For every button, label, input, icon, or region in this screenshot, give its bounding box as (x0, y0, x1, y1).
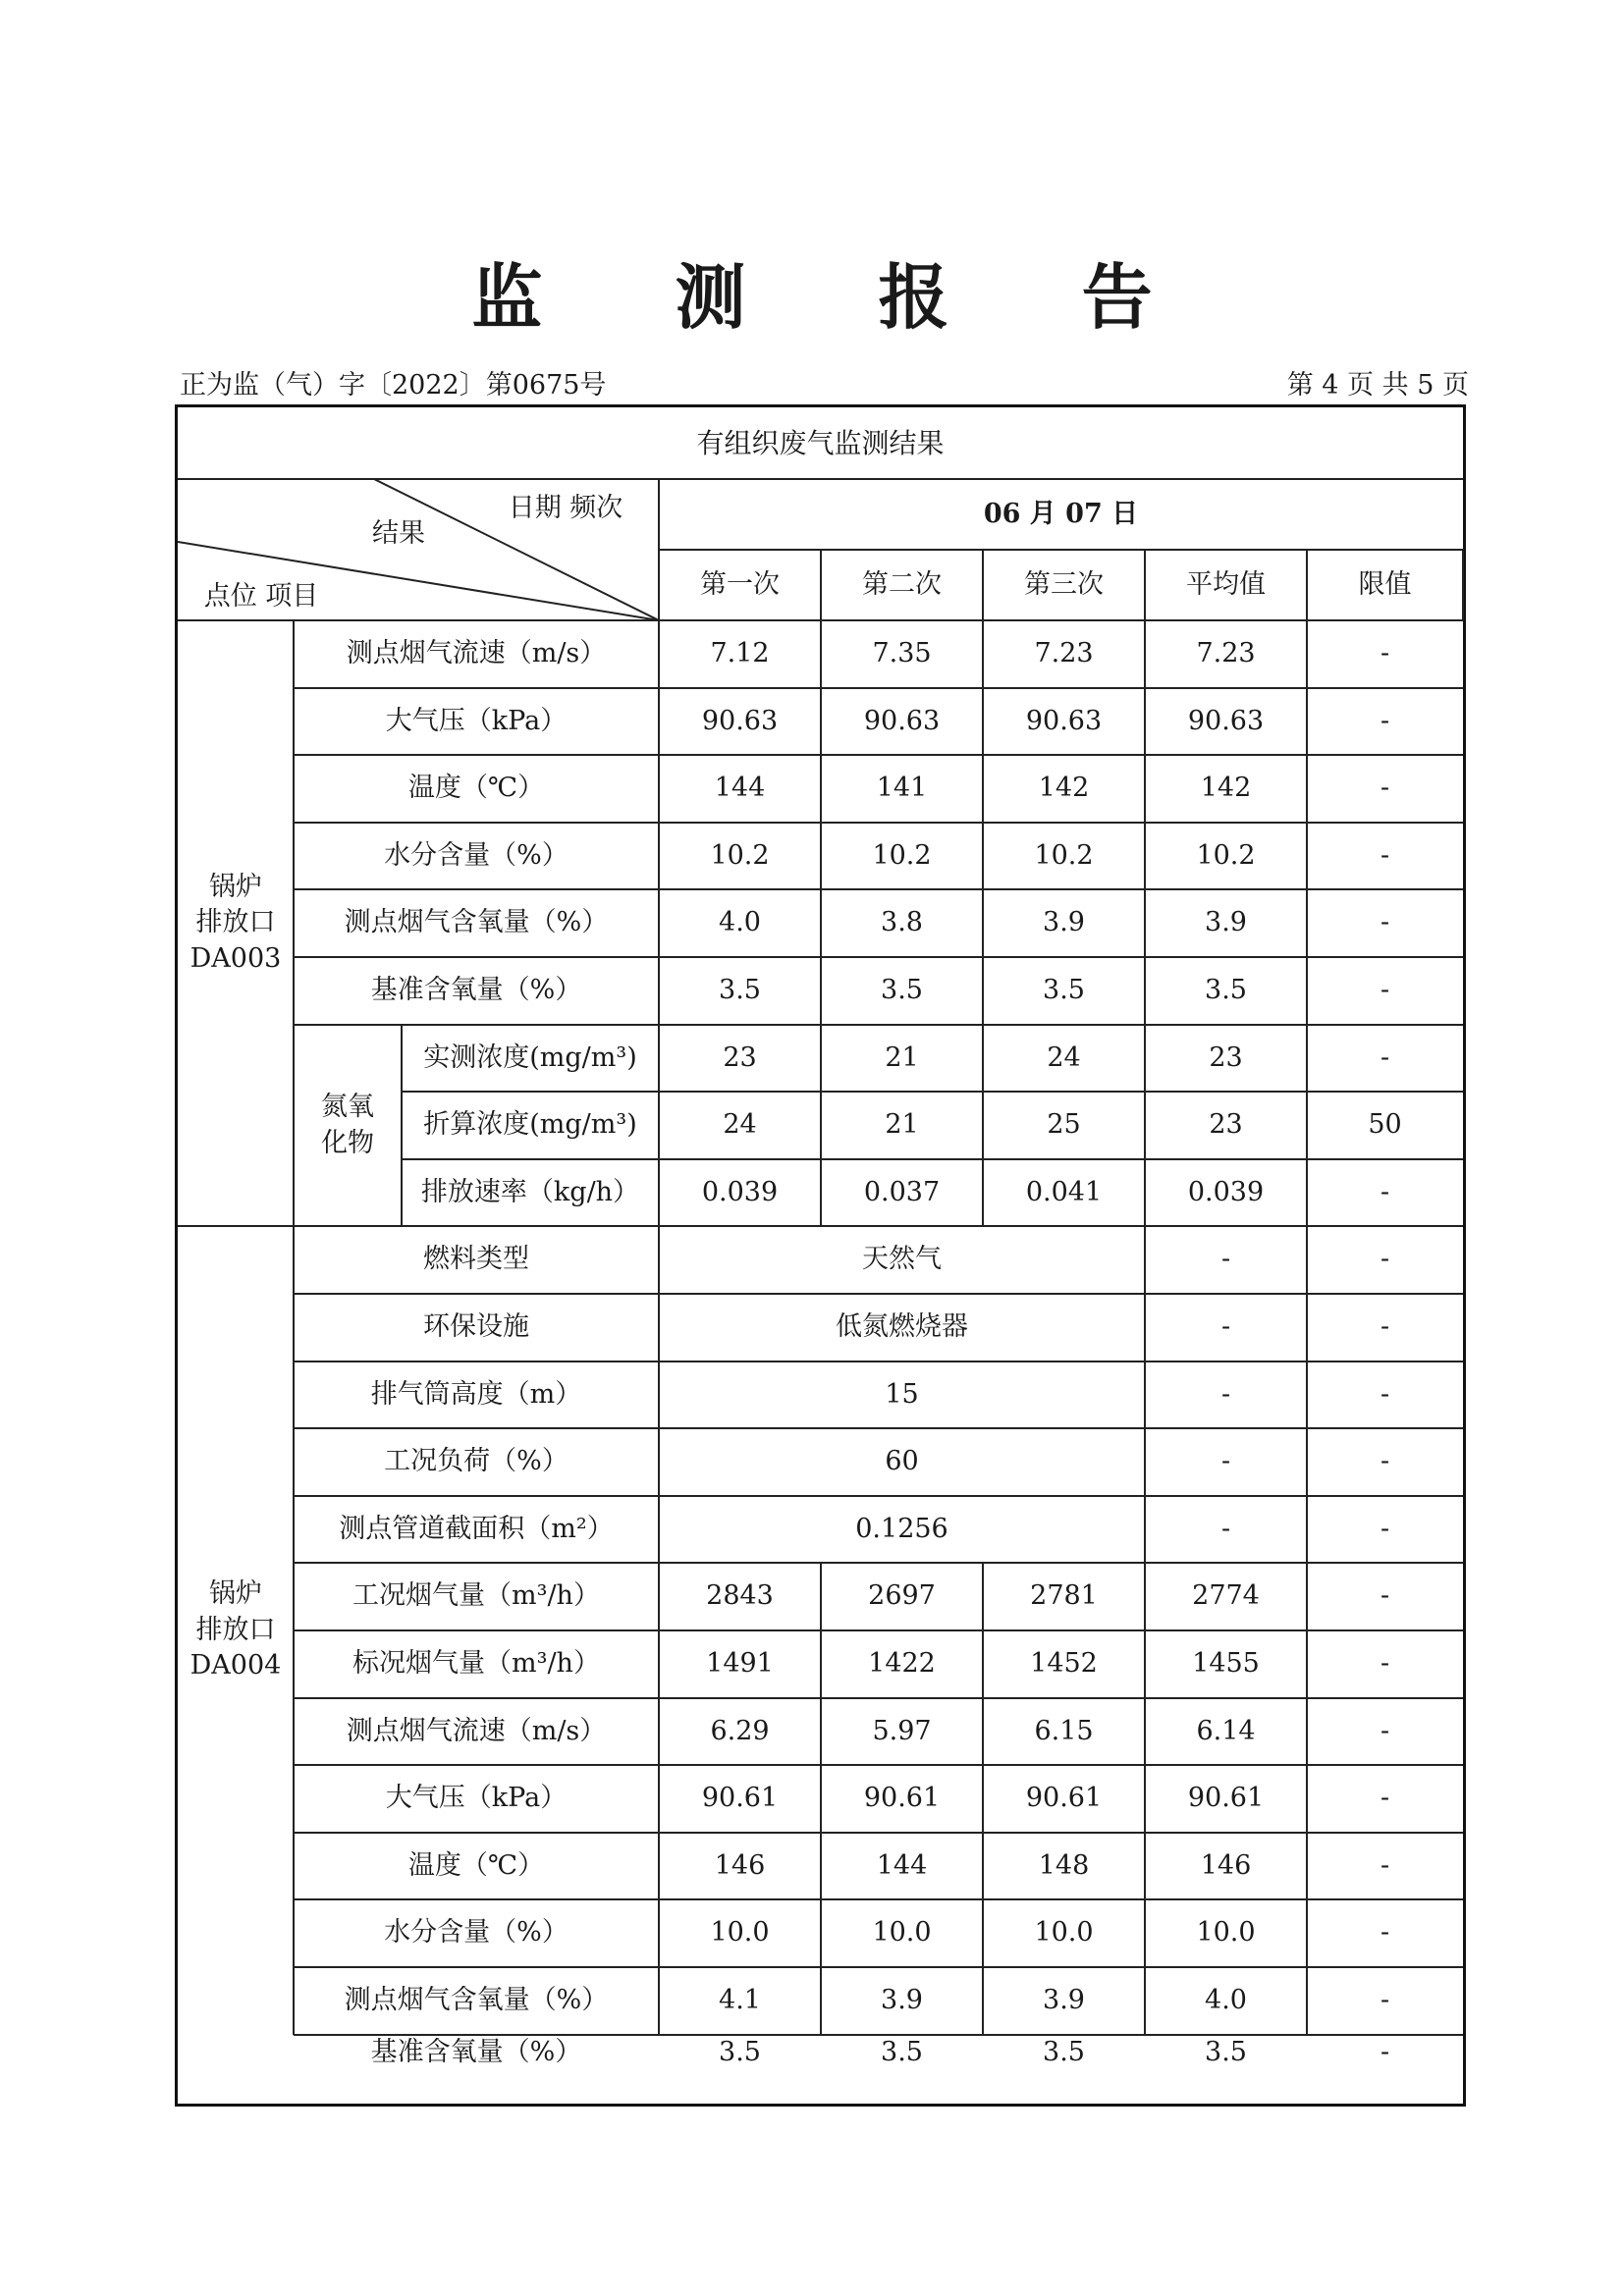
value-cell: - (1380, 1580, 1390, 1612)
table-rule (1306, 1294, 1308, 1362)
item-label: 环保设施 (423, 1311, 529, 1343)
table-rule (658, 1630, 660, 1698)
value-cell: 7.35 (872, 638, 932, 669)
table-rule (820, 1833, 822, 1899)
value-cell: 90.63 (863, 705, 941, 736)
table-rule (820, 1967, 822, 2035)
value-cell: 3.5 (1043, 975, 1085, 1006)
item-label: 标况烟气量（m³/h） (352, 1648, 600, 1680)
corner-result: 结果 (372, 517, 425, 549)
table-rule (1306, 620, 1308, 688)
item-label: 测点烟气含氧量（%） (344, 907, 609, 938)
value-cell: 3.8 (881, 907, 923, 938)
value-cell: 4.0 (1205, 1985, 1247, 2016)
value-cell: 146 (714, 1849, 766, 1881)
table-rule (1144, 957, 1146, 1025)
point-label: 锅炉 排放口 DA003 (189, 871, 282, 974)
value-cell: - (1380, 1176, 1390, 1207)
table-rule (820, 889, 822, 957)
table-rule (982, 1159, 984, 1226)
table-rule (658, 620, 660, 688)
value-cell: 142 (1200, 773, 1252, 804)
value-cell: 3.9 (881, 1985, 923, 2016)
table-rule (658, 889, 660, 957)
value-cell: 3.5 (719, 2037, 761, 2067)
item-label: 实测浓度(mg/m³) (423, 1041, 637, 1073)
item-label: 折算浓度(mg/m³) (423, 1109, 637, 1141)
table-rule (1144, 1294, 1146, 1362)
table-rule (820, 1765, 822, 1833)
table-rule (1144, 889, 1146, 957)
table-rule (1144, 1226, 1146, 1294)
value-cell: 1452 (1030, 1648, 1098, 1680)
table-rule (1144, 1025, 1146, 1092)
value-cell: 10.0 (872, 1917, 932, 1949)
value-cell: - (1220, 1513, 1231, 1544)
nox-group-label: 氮氧 化物 (321, 1092, 374, 1158)
value-cell: 6.14 (1196, 1715, 1256, 1746)
table-caption: 有组织废气监测结果 (696, 426, 945, 459)
value-cell: 3.5 (1205, 975, 1247, 1006)
item-label: 水分含量（%） (384, 1917, 568, 1949)
table-rule (1306, 1226, 1308, 1294)
value-cell: 148 (1038, 1849, 1090, 1881)
value-cell: 0.039 (1187, 1176, 1265, 1207)
monitoring-results-table (175, 404, 1466, 2107)
value-cell: - (1380, 1311, 1390, 1343)
table-rule (658, 1967, 660, 2035)
table-rule (1144, 1362, 1146, 1428)
value-cell: 146 (1200, 1849, 1252, 1881)
table-rule (1144, 1899, 1146, 1967)
table-rule (820, 1025, 822, 1092)
column-header: 第二次 (862, 568, 942, 600)
table-rule (658, 688, 660, 755)
value-cell: - (1380, 839, 1390, 871)
value-cell: 90.61 (1187, 1783, 1265, 1814)
value-cell: 15 (885, 1378, 919, 1410)
table-rule (1306, 1496, 1308, 1563)
table-rule (820, 1630, 822, 1698)
value-cell: - (1380, 1849, 1390, 1881)
table-rule (658, 1496, 660, 1563)
table-rule (658, 1563, 660, 1630)
value-cell: 10.0 (710, 1917, 770, 1949)
table-rule (1306, 1025, 1308, 1092)
value-cell: - (1380, 1917, 1390, 1949)
table-rule (982, 1025, 984, 1092)
item-label: 大气压（kPa） (385, 705, 568, 736)
value-cell: 3.5 (881, 2037, 923, 2067)
value-cell: 90.61 (701, 1783, 779, 1814)
value-cell: 23 (1209, 1041, 1243, 1073)
table-rule (1144, 1496, 1146, 1563)
item-label: 基准含氧量（%） (370, 975, 582, 1006)
value-cell: 141 (876, 773, 928, 804)
value-cell: - (1380, 1783, 1390, 1814)
value-cell: 23 (1209, 1109, 1243, 1141)
table-rule (982, 1833, 984, 1899)
page-number: 第 4 页 共 5 页 (1286, 370, 1469, 400)
table-rule (658, 823, 660, 889)
value-cell: 24 (1047, 1041, 1081, 1073)
value-cell: - (1380, 1715, 1390, 1746)
table-rule (1144, 688, 1146, 755)
table-rule (1306, 688, 1308, 755)
table-rule (982, 1698, 984, 1765)
table-rule (1306, 1563, 1308, 1630)
table-rule (658, 957, 660, 1025)
value-cell: - (1380, 773, 1390, 804)
value-cell: 1491 (706, 1648, 774, 1680)
item-label: 工况烟气量（m³/h） (352, 1580, 600, 1612)
table-rule (1306, 1630, 1308, 1698)
table-rule (658, 1899, 660, 1967)
table-rule (1306, 1765, 1308, 1833)
value-cell: 3.9 (1043, 1985, 1085, 2016)
table-rule (1144, 1967, 1146, 2035)
value-cell: - (1220, 1311, 1231, 1343)
table-rule (1144, 1630, 1146, 1698)
table-rule (820, 620, 822, 688)
value-cell: 3.5 (1205, 2037, 1247, 2067)
table-rule (1306, 1967, 1308, 2035)
value-cell: - (1220, 1244, 1231, 1275)
item-label: 排放速率（kg/h） (420, 1176, 640, 1207)
table-rule (1144, 1159, 1146, 1226)
value-cell: 3.5 (881, 975, 923, 1006)
value-cell: 10.2 (872, 839, 932, 871)
value-cell: - (1220, 1378, 1231, 1410)
table-rule (982, 823, 984, 889)
table-rule (982, 755, 984, 823)
table-rule (658, 1765, 660, 1833)
table-rule (1306, 1092, 1308, 1159)
table-rule (1144, 620, 1146, 688)
value-cell: - (1380, 1513, 1390, 1544)
table-rule (982, 1630, 984, 1698)
value-cell: 天然气 (862, 1244, 942, 1275)
column-header: 第三次 (1024, 568, 1104, 600)
value-cell: 10.0 (1196, 1917, 1256, 1949)
value-cell: 6.29 (710, 1715, 770, 1746)
item-label: 工况负荷（%） (384, 1446, 568, 1477)
corner-point-item: 点位 项目 (203, 580, 319, 612)
table-rule (982, 1967, 984, 2035)
item-label: 温度（℃） (407, 1849, 545, 1881)
value-cell: 2774 (1192, 1580, 1260, 1612)
table-rule (1306, 1698, 1308, 1765)
table-rule (1144, 1092, 1146, 1159)
table-rule (982, 1563, 984, 1630)
value-cell: 7.23 (1196, 638, 1256, 669)
value-cell: - (1380, 975, 1390, 1006)
table-rule (658, 1025, 660, 1092)
table-rule (982, 688, 984, 755)
table-rule (1144, 1765, 1146, 1833)
value-cell: - (1380, 2037, 1390, 2067)
table-rule (1306, 1362, 1308, 1428)
item-label: 燃料类型 (423, 1244, 529, 1275)
table-rule (820, 1092, 822, 1159)
value-cell: 1455 (1192, 1648, 1260, 1680)
table-rule (1306, 823, 1308, 889)
value-cell: 10.2 (1034, 839, 1094, 871)
value-cell: 24 (723, 1109, 757, 1141)
value-cell: - (1380, 1378, 1390, 1410)
point-label: 锅炉 排放口 DA004 (189, 1578, 282, 1682)
value-cell: - (1380, 638, 1390, 669)
table-rule (1144, 1563, 1146, 1630)
item-label: 大气压（kPa） (385, 1783, 568, 1814)
value-cell: - (1380, 705, 1390, 736)
table-rule (401, 1025, 403, 1226)
date-header: 06 月 07 日 (983, 498, 1139, 529)
value-cell: 5.97 (872, 1715, 932, 1746)
value-cell: 6.15 (1034, 1715, 1094, 1746)
table-rule (1306, 957, 1308, 1025)
table-rule (820, 688, 822, 755)
item-label: 温度（℃） (407, 773, 545, 804)
item-label: 基准含氧量（%） (370, 2037, 582, 2067)
value-cell: 7.12 (710, 638, 770, 669)
value-cell: 1422 (868, 1648, 936, 1680)
table-rule (1144, 1428, 1146, 1496)
item-label: 排气筒高度（m） (370, 1378, 582, 1410)
value-cell: 3.5 (719, 975, 761, 1006)
value-cell: 低氮燃烧器 (836, 1311, 968, 1343)
value-cell: 4.1 (719, 1985, 761, 2016)
value-cell: 0.039 (701, 1176, 779, 1207)
table-rule (658, 755, 660, 823)
value-cell: 23 (723, 1041, 757, 1073)
value-cell: 90.61 (1025, 1783, 1103, 1814)
table-rule (1306, 889, 1308, 957)
item-label: 测点烟气流速（m/s） (346, 638, 607, 669)
value-cell: 4.0 (719, 907, 761, 938)
value-cell: - (1380, 1446, 1390, 1477)
table-rule (820, 823, 822, 889)
column-header: 限值 (1358, 568, 1412, 600)
table-rule (1144, 1833, 1146, 1899)
value-cell: 0.1256 (855, 1513, 948, 1544)
value-cell: 90.63 (701, 705, 779, 736)
table-rule (1306, 1833, 1308, 1899)
column-header: 第一次 (700, 568, 780, 600)
item-label: 测点管道截面积（m²） (339, 1513, 614, 1544)
table-rule (820, 1159, 822, 1226)
table-rule (1144, 755, 1146, 823)
value-cell: 7.23 (1034, 638, 1094, 669)
value-cell: - (1380, 1985, 1390, 2016)
value-cell: 10.0 (1034, 1917, 1094, 1949)
value-cell: - (1380, 1041, 1390, 1073)
table-rule (658, 1294, 660, 1362)
column-header: 平均值 (1186, 568, 1266, 600)
table-rule (658, 1092, 660, 1159)
value-cell: 25 (1047, 1109, 1081, 1141)
value-cell: 21 (885, 1109, 919, 1141)
table-rule (1306, 1428, 1308, 1496)
table-rule (658, 1698, 660, 1765)
table-rule (1306, 755, 1308, 823)
value-cell: 10.2 (710, 839, 770, 871)
item-label: 测点烟气流速（m/s） (346, 1715, 607, 1746)
table-rule (982, 1899, 984, 1967)
table-rule (982, 620, 984, 688)
table-rule (1144, 823, 1146, 889)
value-cell: 3.9 (1205, 907, 1247, 938)
value-cell: 3.9 (1043, 907, 1085, 938)
table-rule (820, 1563, 822, 1630)
value-cell: 144 (714, 773, 766, 804)
value-cell: 2697 (868, 1580, 936, 1612)
value-cell: 90.61 (863, 1783, 941, 1814)
value-cell: 90.63 (1187, 705, 1265, 736)
value-cell: - (1380, 1648, 1390, 1680)
table-rule (658, 1226, 660, 1294)
table-rule (982, 889, 984, 957)
value-cell: 0.041 (1025, 1176, 1103, 1207)
table-rule (658, 1159, 660, 1226)
value-cell: 0.037 (863, 1176, 941, 1207)
report-title: 监 测 报 告 (471, 255, 1207, 339)
value-cell: 142 (1038, 773, 1090, 804)
value-cell: - (1380, 907, 1390, 938)
table-rule (658, 1362, 660, 1428)
table-rule (982, 1092, 984, 1159)
value-cell: - (1380, 1244, 1390, 1275)
table-rule (1306, 1899, 1308, 1967)
item-label: 测点烟气含氧量（%） (344, 1985, 609, 2016)
table-rule (658, 1833, 660, 1899)
value-cell: 2843 (706, 1580, 774, 1612)
value-cell: 90.63 (1025, 705, 1103, 736)
table-rule (820, 957, 822, 1025)
table-rule (820, 755, 822, 823)
value-cell: 2781 (1030, 1580, 1098, 1612)
value-cell: 50 (1368, 1109, 1402, 1141)
value-cell: 21 (885, 1041, 919, 1073)
table-rule (820, 1698, 822, 1765)
document-number: 正为监（气）字〔2022〕第0675号 (180, 370, 607, 400)
table-rule (1144, 1698, 1146, 1765)
item-label: 水分含量（%） (384, 839, 568, 871)
table-rule (982, 957, 984, 1025)
value-cell: 3.5 (1043, 2037, 1085, 2067)
value-cell: 144 (876, 1849, 928, 1881)
corner-date-freq: 日期 频次 (508, 492, 623, 523)
table-rule (1306, 1159, 1308, 1226)
table-rule (658, 1428, 660, 1496)
table-rule (820, 1899, 822, 1967)
value-cell: - (1220, 1446, 1231, 1477)
table-rule (982, 1765, 984, 1833)
value-cell: 60 (885, 1446, 919, 1477)
value-cell: 10.2 (1196, 839, 1256, 871)
